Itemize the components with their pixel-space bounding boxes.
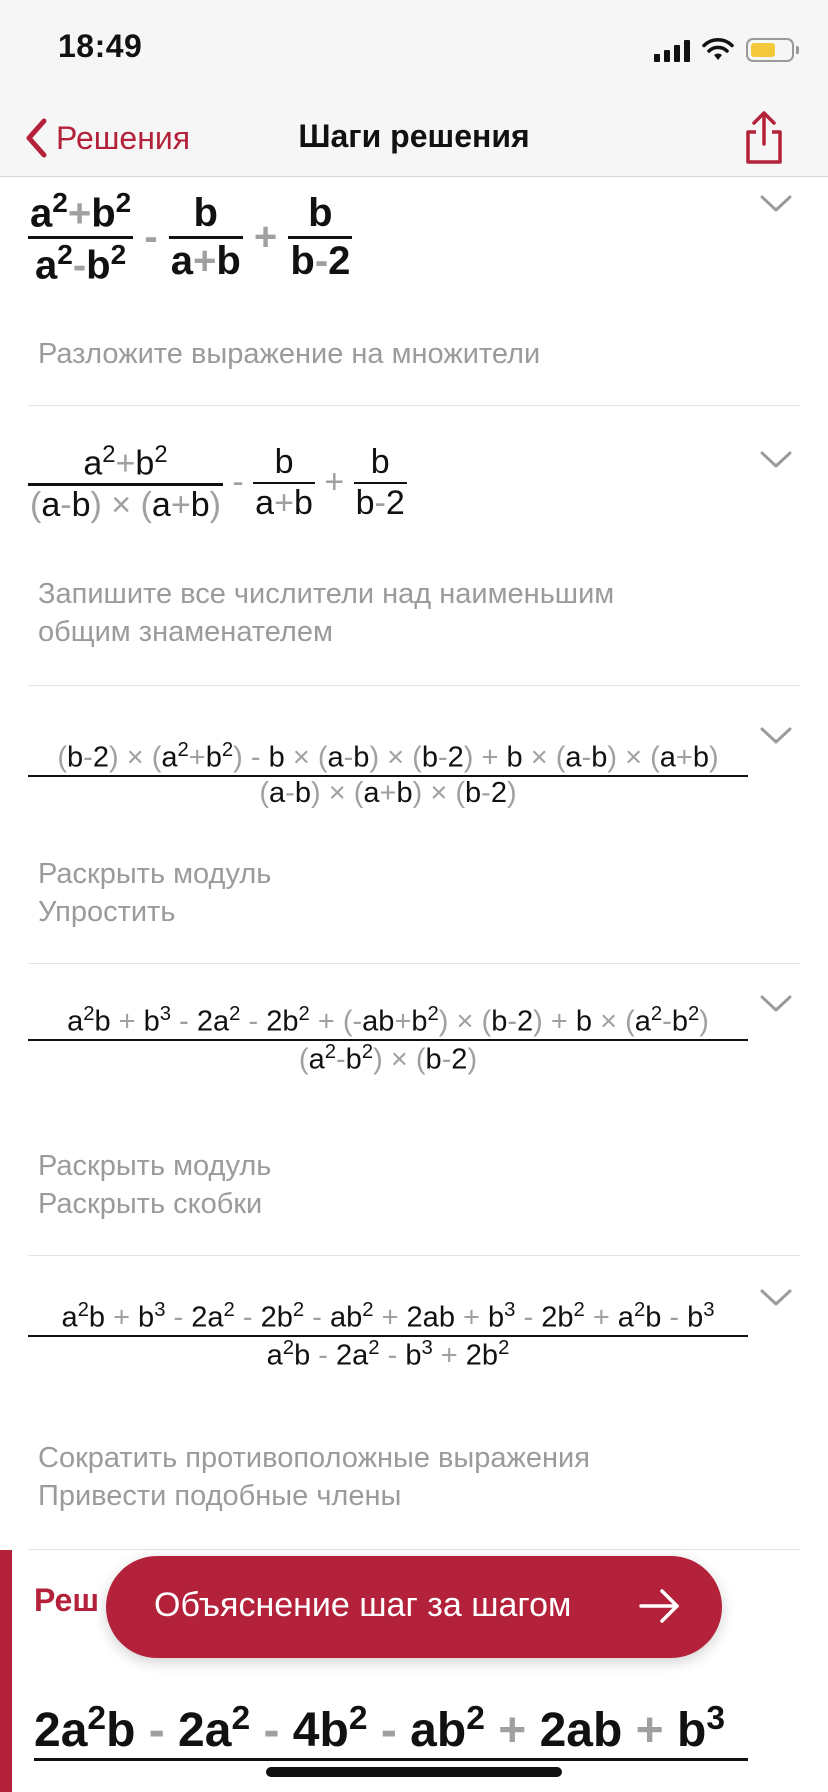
status-icons	[654, 33, 794, 67]
step-description	[38, 575, 614, 651]
step-by-step-explanation-label: Объяснение шаг за шагом	[154, 1586, 572, 1624]
chevron-down-icon[interactable]	[758, 993, 794, 1015]
answer-expression: $2a^2b - 2a^2 - 4b^2 - ab^2 + 2ab + b^3$	[34, 1700, 726, 1757]
share-icon	[740, 110, 788, 166]
step-description-line: Разложите выражение на множители	[38, 338, 541, 370]
arrow-right-icon	[638, 1586, 682, 1626]
step-expression: $\frac{a^2b + b^3 - 2a^2 - 2b^2 - ab^2 + 2ab + b^3 - 2b^2 + a^2b - b^3}{a^2b - 2a^2 - b^3 + 2b^2}$	[28, 1299, 748, 1372]
step-description-line: Привести подобные члены	[38, 1480, 402, 1512]
solution-step[interactable]	[28, 405, 800, 686]
chevron-down-icon[interactable]	[758, 1287, 794, 1309]
step-description-line: Раскрыть модуль	[38, 858, 272, 890]
step-description-line: Сократить противоположные выражения	[38, 1442, 590, 1474]
step-description	[38, 335, 540, 373]
chevron-down-icon[interactable]	[758, 725, 794, 747]
step-description-line: Раскрыть модуль	[38, 1150, 272, 1182]
answer-accent-bar	[0, 1550, 12, 1792]
step-by-step-explanation-button[interactable]	[106, 1556, 722, 1658]
home-indicator[interactable]	[266, 1767, 562, 1777]
page-title: Шаги решения	[298, 118, 530, 154]
step-description	[38, 1147, 271, 1223]
battery-icon	[746, 38, 794, 62]
solution-step[interactable]	[28, 685, 800, 964]
step-description	[38, 1439, 590, 1515]
back-button-label: Решения	[56, 119, 191, 156]
solution-step[interactable]	[28, 1255, 800, 1550]
chevron-down-icon[interactable]	[758, 193, 794, 215]
chevron-down-icon[interactable]	[758, 449, 794, 471]
step-expression: $\frac{a^2b + b^3 - 2a^2 - 2b^2 + (-ab+b^2) \times (b-2) + b \times (a^2-b^2)}{(a^2-b^2) \times (b-2)}$	[28, 1003, 748, 1076]
solution-step[interactable]	[28, 177, 800, 406]
step-description-line: Упростить	[38, 896, 176, 928]
step-expression: $\frac{(b-2) \times (a^2+b^2) - b \times (a-b) \times (b-2) + b \times (a-b) \times (a+b)}{(a-b) \times (a+b) \times (b-2)}$	[28, 739, 748, 810]
step-expression: $\frac{a^2+b^2}{(a-b) \times (a+b)}$ - $\frac{b}{a+b}$ + $\frac{b}{b-2}$	[30, 441, 405, 524]
status-time: 18:49	[58, 28, 143, 64]
status-bar	[0, 0, 828, 100]
step-description-line: Раскрыть скобки	[38, 1188, 263, 1220]
step-description	[38, 855, 271, 931]
solution-step[interactable]	[28, 963, 800, 1256]
share-button[interactable]	[740, 110, 788, 166]
answer-fraction-bar	[34, 1758, 748, 1761]
wifi-icon	[702, 38, 734, 62]
cellular-signal-icon	[654, 38, 690, 62]
step-description-line: общим знаменателем	[38, 616, 333, 648]
step-description-line: Запишите все числители над наименьшим	[38, 578, 615, 610]
answer-label: Реш	[34, 1582, 100, 1618]
step-expression: $\frac{a^2+b^2}{a^2-b^2}$ - $\frac{b}{a+b}$ + $\frac{b}{b-2}$	[30, 187, 351, 288]
navigation-bar	[0, 100, 828, 177]
